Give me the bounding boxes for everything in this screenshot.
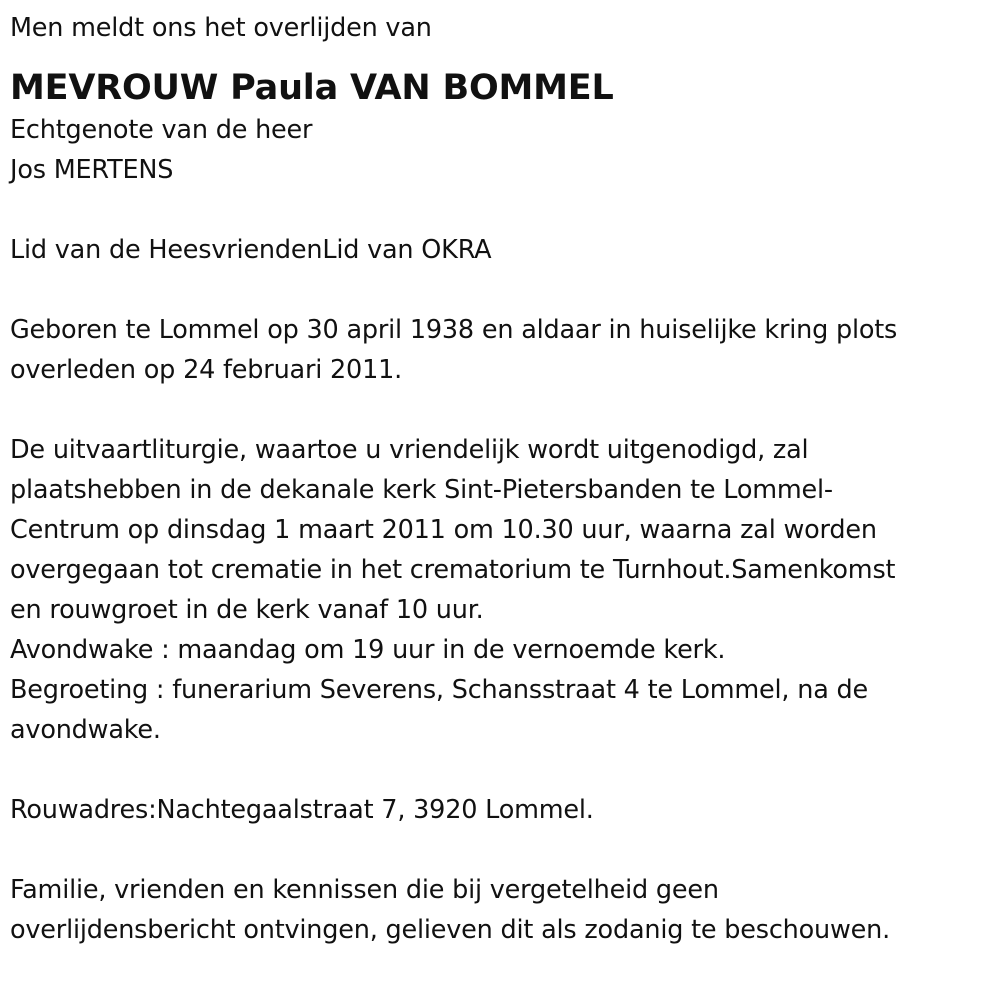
paragraph-line: Begroeting : funerarium Severens, Schansstraat 4 te Lommel, na de bbox=[10, 675, 868, 705]
paragraph-line: overlijdensbericht ontvingen, gelieven dit als zodanig te beschouwen. bbox=[10, 915, 891, 945]
spacer bbox=[10, 750, 985, 790]
paragraph-line: De uitvaartliturgie, waartoe u vriendelijk wordt uitgenodigd, zal bbox=[10, 435, 809, 465]
paragraph-line: Familie, vrienden en kennissen die bij vergetelheid geen bbox=[10, 875, 719, 905]
birth-death-paragraph bbox=[10, 310, 985, 390]
closing-paragraph bbox=[10, 870, 985, 950]
paragraph-line: overgegaan tot crematie in het crematorium te Turnhout.Samenkomst bbox=[10, 555, 896, 585]
paragraph-line: Centrum op dinsdag 1 maart 2011 om 10.30 uur, waarna zal worden bbox=[10, 515, 877, 545]
paragraph-line: overleden op 24 februari 2011. bbox=[10, 355, 403, 385]
deceased-name: MEVROUW Paula VAN BOMMEL bbox=[10, 68, 614, 108]
paragraph-line: Avondwake : maandag om 19 uur in de vernoemde kerk. bbox=[10, 635, 726, 665]
relation-line-2: Jos MERTENS bbox=[10, 155, 174, 185]
death-notice bbox=[10, 8, 985, 950]
memberships-text: Lid van de HeesvriendenLid van OKRA bbox=[10, 235, 492, 265]
spacer bbox=[10, 190, 985, 230]
spacer bbox=[10, 390, 985, 430]
paragraph-line: plaatshebben in de dekanale kerk Sint-Pietersbanden te Lommel- bbox=[10, 475, 833, 505]
relation-line-1: Echtgenote van de heer bbox=[10, 115, 313, 145]
mourning-address: Rouwadres:Nachtegaalstraat 7, 3920 Lommel. bbox=[10, 795, 594, 825]
spacer bbox=[10, 270, 985, 310]
paragraph-line: avondwake. bbox=[10, 715, 161, 745]
spacer bbox=[10, 830, 985, 870]
paragraph-line: Geboren te Lommel op 30 april 1938 en aldaar in huiselijke kring plots bbox=[10, 315, 898, 345]
intro-text: Men meldt ons het overlijden van bbox=[10, 13, 432, 43]
funeral-paragraph bbox=[10, 430, 985, 750]
paragraph-line: en rouwgroet in de kerk vanaf 10 uur. bbox=[10, 595, 484, 625]
